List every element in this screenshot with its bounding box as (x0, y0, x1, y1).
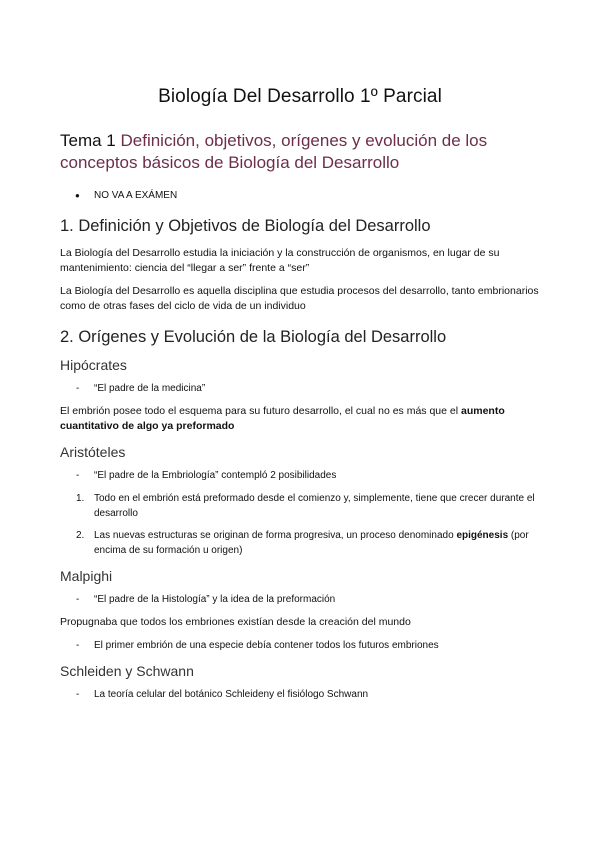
malpighi-paragraph: Propugnaba que todos los embriones existían desde la creación del mundo (60, 616, 411, 628)
aristoteles-numbered-item-1 (60, 491, 540, 521)
malpighi-list-2 (60, 638, 540, 653)
malpighi-list (60, 592, 540, 607)
document-title: Biología Del Desarrollo 1º Parcial (158, 86, 442, 107)
number-marker-2: 2. (76, 530, 85, 541)
hipocrates-item: - “El padre de la medicina” (60, 381, 540, 396)
tema-label: Tema 1 (60, 131, 116, 150)
tema-heading (60, 130, 540, 174)
epigenesis-term: epigénesis (456, 530, 509, 541)
note-list (60, 188, 540, 203)
aristoteles-numbered-text-2-end: (por encima de su formación u origen) (94, 530, 529, 556)
aristoteles-numbered-text-1: Todo en el embrión está preformado desde el comienzo y, simplemente, tiene que crecer durante el desarrollo (94, 493, 535, 519)
aristoteles-heading: Aristóteles (60, 444, 126, 460)
malpighi-heading: Malpighi (60, 568, 113, 584)
aristoteles-numbered-item-2 (60, 528, 540, 558)
tema-title: Definición, objetivos, orígenes y evolución de los conceptos básicos de Biología del Desarrollo (60, 131, 488, 172)
section1-heading: 1. Definición y Objetivos de Biología del Desarrollo (60, 217, 431, 235)
malpighi-item-2: - El primer embrión de una especie debía contener todos los futuros embriones (60, 638, 540, 653)
number-marker-1: 1. (76, 493, 85, 504)
schleiden-list (60, 687, 540, 702)
aristoteles-list (60, 468, 540, 483)
section1-paragraph-1: La Biología del Desarrollo estudia la iniciación y la construcción de organismos, en lugar de su mantenimiento: ciencia del “llegar a ser” frente a “ser” (60, 247, 500, 274)
note-item: ● NO VA A EXÁMEN (60, 188, 540, 203)
malpighi-item: - “El padre de la Histología” y la idea de la preformación (60, 592, 540, 607)
hipocrates-list (60, 381, 540, 396)
schleiden-item: - La teoría celular del botánico Schleideny el fisiólogo Schwann (60, 687, 540, 702)
aristoteles-numbered-list (60, 491, 540, 558)
schleiden-heading: Schleiden y Schwann (60, 663, 194, 679)
section2-heading: 2. Orígenes y Evolución de la Biología del Desarrollo (60, 328, 447, 346)
hipocrates-paragraph (60, 404, 540, 434)
aristoteles-item: - “El padre de la Embriología” contempló 2 posibilidades (60, 468, 540, 483)
hipocrates-paragraph-bold: aumento cuantitativo de algo ya preformado (60, 405, 505, 432)
aristoteles-numbered-text-2: Las nuevas estructuras se originan de forma progresiva, un proceso denominado (94, 530, 457, 541)
hipocrates-paragraph-text: El embrión posee todo el esquema para su futuro desarrollo, el cual no es más que el (60, 405, 461, 417)
section1-paragraph-2: La Biología del Desarrollo es aquella disciplina que estudia procesos del desarrollo, tanto embrionarios como de otras fases del ciclo de vida de un individuo (60, 285, 539, 312)
hipocrates-heading: Hipócrates (60, 357, 127, 373)
